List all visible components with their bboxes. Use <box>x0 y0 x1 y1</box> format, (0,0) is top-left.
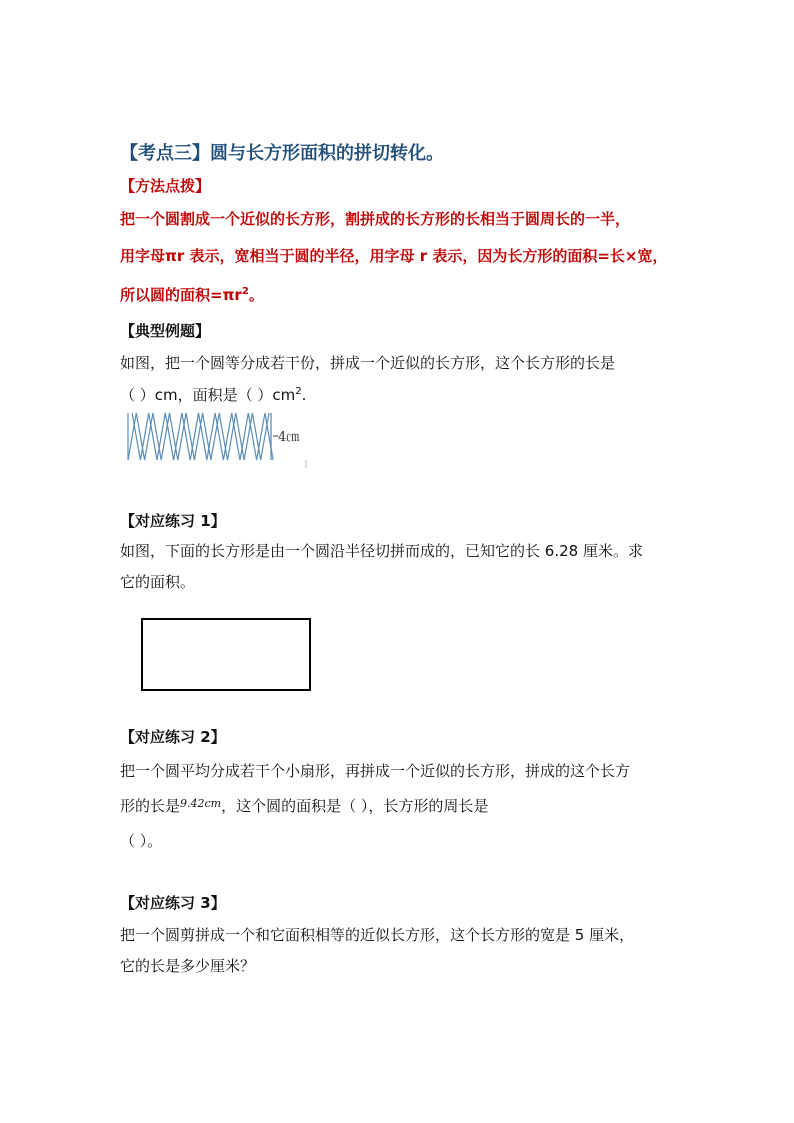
zigzag-strokes <box>128 413 273 460</box>
practice2-heading: 【对应练习 2】 <box>120 728 226 746</box>
practice1-line-2: 它的面积。 <box>120 573 196 591</box>
method-line-2: 用字母πr 表示，宽相当于圆的半径，用字母 r 表示，因为长方形的面积=长×宽， <box>120 247 668 265</box>
practice1-heading: 【对应练习 1】 <box>120 512 226 530</box>
practice2-line-3: （ ）。 <box>120 832 163 850</box>
practice3-line-1: 把一个圆剪拼成一个和它面积相等的近似长方形，这个长方形的宽是 5 厘米， <box>120 926 635 944</box>
example-line-end: . <box>301 386 307 404</box>
example-heading: 【典型例题】 <box>120 322 211 340</box>
practice2-line-1: 把一个圆平均分成若干个小扇形，再拼成一个近似的长方形，拼成的这个长方 <box>120 762 631 780</box>
practice3-line-2: 它的长是多少厘米？ <box>120 957 256 975</box>
practice2-text-a: 形的长是 <box>120 797 181 815</box>
method-formula-exponent: 2 <box>241 286 249 297</box>
practice2-length-value: 9.42cm <box>180 797 222 810</box>
zigzag-upper-teeth <box>132 413 273 460</box>
zigzag-rectangle-figure <box>126 410 311 472</box>
practice2-text-b: ，这个圆的面积是（ ），长方形的周长是 <box>221 797 489 815</box>
method-formula: 所以圆的面积=πr <box>120 286 242 304</box>
practice2-line-2 <box>120 795 488 816</box>
method-line-3 <box>120 284 264 305</box>
method-formula-end: 。 <box>248 286 264 304</box>
method-line-1: 把一个圆割成一个近似的长方形，割拼成的长方形的长相当于圆周长的一半， <box>120 210 631 228</box>
practice1-line-1: 如图，下面的长方形是由一个圆沿半径切拼而成的，已知它的长 6.28 厘米。求 <box>120 542 643 560</box>
example-blanks: （ ）cm，面积是（ ）cm <box>120 386 296 404</box>
example-line-2 <box>120 384 306 405</box>
example-line-1: 如图，把一个圆等分成若干份，拼成一个近似的长方形，这个长方形的长是 <box>120 354 616 372</box>
figure-width-label: 4㎝ <box>278 430 300 445</box>
example-unit-exponent: 2 <box>295 386 302 397</box>
practice3-heading: 【对应练习 3】 <box>120 894 226 912</box>
zigzag-lower-teeth <box>128 413 269 460</box>
method-heading: 【方法点拨】 <box>120 177 211 195</box>
section-title: 【考点三】圆与长方形面积的拼切转化。 <box>120 143 444 164</box>
rectangle-figure <box>141 618 311 691</box>
